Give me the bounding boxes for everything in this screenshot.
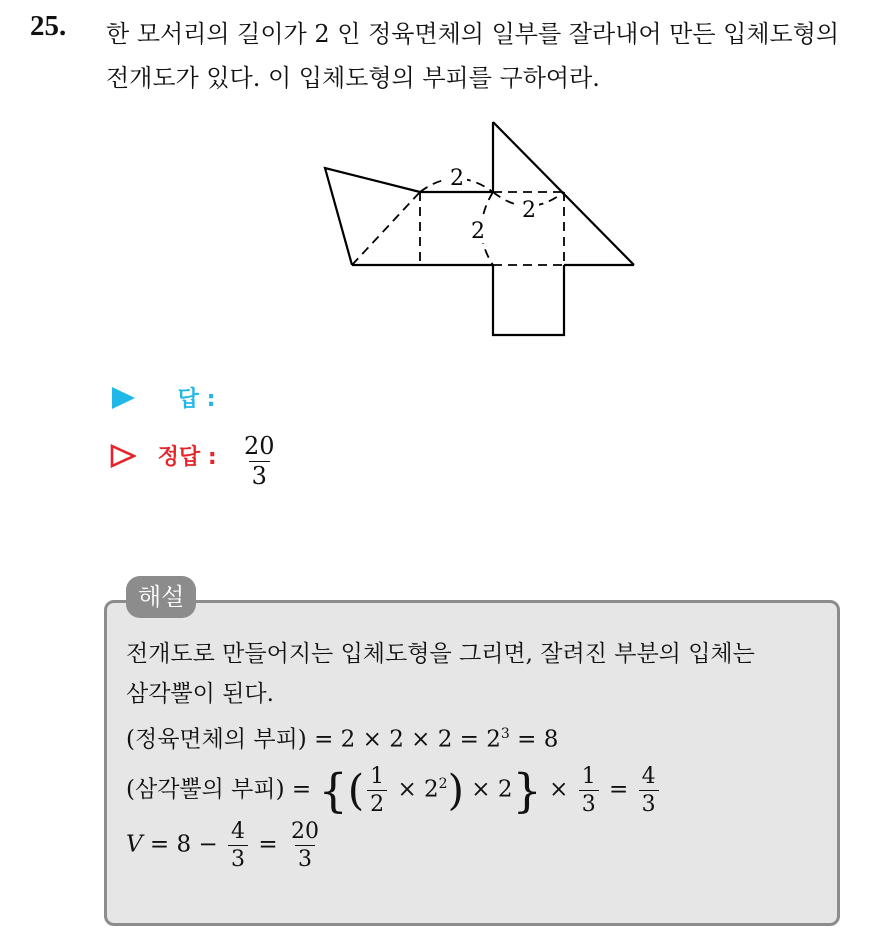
left-brace: { <box>318 763 348 818</box>
final-equals-sign: = <box>251 831 285 858</box>
pyramid-result-denominator: 3 <box>639 790 659 816</box>
answer-correct-label: 정답 : <box>157 445 217 470</box>
answer-fraction <box>241 434 278 489</box>
final-denominator: 3 <box>295 845 315 871</box>
question-text-line-2: 전개도가 있다. 이 입체도형의 부피를 구하여라. <box>106 64 600 92</box>
fold-line-1 <box>352 192 420 265</box>
solution-line-3 <box>126 714 826 760</box>
solution-content <box>126 634 826 871</box>
solution-line-1: 전개도로 만들어지는 입체도형을 그리면, 잘려진 부분의 입체는 <box>126 641 755 667</box>
dimension-label-left: 2 <box>471 219 485 244</box>
answer-correct-row <box>110 432 275 491</box>
pyramid-result-fraction <box>639 765 659 816</box>
volume-equation-text: = 8 − <box>142 831 226 858</box>
cube-volume-text: (정육면체의 부피) = 2 × 2 × 2 = 2 <box>126 726 501 753</box>
equals-sign: = <box>601 776 636 803</box>
half-denominator: 2 <box>367 790 387 816</box>
solution-line-5 <box>126 820 826 871</box>
final-fraction <box>288 820 322 871</box>
question-text-line-1: 한 모서리의 길이가 2 인 정육면체의 일부를 잘라내어 만든 입체도형의 <box>106 20 840 48</box>
times-two-text: × 2 <box>463 776 513 803</box>
outline-triangle-icon <box>110 443 150 468</box>
question-number: 25. <box>30 10 67 42</box>
answer-blank-row <box>110 382 215 413</box>
third-numerator: 1 <box>581 763 596 789</box>
subtract-fraction <box>228 820 248 871</box>
half-fraction <box>367 765 387 816</box>
final-numerator: 20 <box>290 818 319 844</box>
question-text <box>106 12 876 100</box>
pyramid-volume-text: (삼각뿔의 부피) = <box>126 776 319 803</box>
left-paren: ( <box>347 765 365 815</box>
left-face-outline <box>325 168 420 265</box>
third-denominator: 3 <box>579 790 599 816</box>
times-sign: × <box>541 776 576 803</box>
bottom-square-outline <box>493 265 564 335</box>
solution-line-2: 삼각뿔이 된다. <box>126 681 274 707</box>
answer-blank-label: 답 : <box>177 387 216 412</box>
subtract-denominator: 3 <box>228 845 248 871</box>
right-brace: } <box>512 763 542 818</box>
subtract-numerator: 4 <box>231 818 246 844</box>
half-numerator: 1 <box>370 763 385 789</box>
solution-line-4 <box>126 764 826 816</box>
cube-volume-result: = 8 <box>509 726 559 753</box>
pyramid-result-numerator: 4 <box>641 763 656 789</box>
dimension-label-top: 2 <box>450 166 464 191</box>
answer-correct-value <box>238 434 281 489</box>
power-exponent: 2 <box>438 775 448 792</box>
solution-tag: 해설 <box>126 576 196 618</box>
times-power-text: × 2 <box>390 776 439 803</box>
net-figure <box>300 105 660 349</box>
volume-variable: V <box>126 831 143 858</box>
right-paren: ) <box>447 765 464 815</box>
net-diagram <box>300 105 660 345</box>
third-fraction <box>579 765 599 816</box>
cube-volume-exponent: 3 <box>500 726 510 742</box>
answer-denominator: 3 <box>249 461 270 489</box>
answer-numerator: 20 <box>244 432 275 460</box>
filled-triangle-icon <box>110 385 150 410</box>
dimension-label-right: 2 <box>522 198 536 223</box>
